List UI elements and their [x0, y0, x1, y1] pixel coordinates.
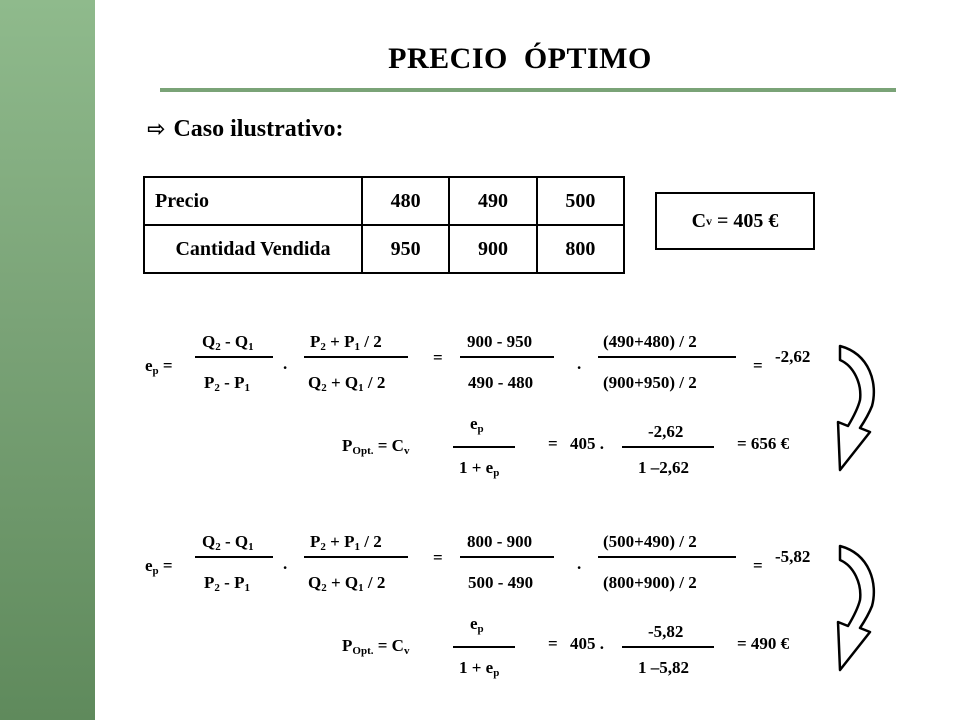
- fraction-numerator: (500+490) / 2: [603, 532, 697, 551]
- fraction-numerator: 900 - 950: [467, 332, 533, 351]
- cost-factor: 405 .: [570, 634, 604, 653]
- table-cell: 800: [537, 225, 624, 273]
- fraction-denominator: (800+900) / 2: [603, 573, 697, 592]
- fraction-numerator: $Q_2 - Q_1$: [202, 532, 254, 553]
- fraction-denominator: $1 + e_p$: [459, 658, 500, 679]
- equals-sign: =: [433, 348, 443, 367]
- fraction-denominator: $1 + e_p$: [459, 458, 500, 479]
- fraction-bar: [460, 556, 554, 558]
- cv-subscript: v: [706, 213, 713, 228]
- fraction-bar: [622, 646, 714, 648]
- fraction-numerator: $e_p$: [470, 414, 484, 435]
- fraction-numerator: -2,62: [648, 422, 684, 441]
- case-block: [0, 200, 960, 720]
- fraction-numerator: $Q_2 - Q_1$: [202, 332, 254, 353]
- equals-sign: =: [548, 434, 558, 453]
- fraction-denominator: (900+950) / 2: [603, 373, 697, 392]
- cost-factor: 405 .: [570, 434, 604, 453]
- elasticity-result: -5,82: [775, 547, 811, 566]
- page-title: PRECIO ÓPTIMO: [388, 42, 652, 75]
- table-cell: 900: [449, 225, 536, 273]
- fraction-numerator: $e_p$: [470, 614, 484, 635]
- fraction-denominator: 1 –5,82: [638, 658, 689, 677]
- fraction-bar: [598, 556, 736, 558]
- curved-arrow-icon: [830, 544, 880, 674]
- fraction-denominator: $Q_2 + Q_1 / 2$: [308, 573, 386, 594]
- optimal-price-label: $P_{Opt.} = C_v$: [342, 436, 410, 457]
- multiply-dot: .: [577, 554, 582, 573]
- cv-value: = 405 €: [717, 209, 779, 232]
- fraction-bar: [304, 556, 408, 558]
- fraction-numerator: 800 - 900: [467, 532, 533, 551]
- optimal-price-result: = 490 €: [737, 634, 790, 653]
- fraction-denominator: $Q_2 + Q_1 / 2$: [308, 373, 386, 394]
- equals-sign: =: [753, 356, 763, 375]
- elasticity-result: -2,62: [775, 347, 811, 366]
- fraction-numerator: -5,82: [648, 622, 684, 641]
- table-cell: 490: [449, 177, 536, 225]
- hollow-right-arrow-icon: ⇨: [147, 117, 166, 142]
- fraction-denominator: 500 - 490: [468, 573, 534, 592]
- fraction-denominator: 490 - 480: [468, 373, 534, 392]
- fraction-denominator: 1 –2,62: [638, 458, 689, 477]
- equals-sign: =: [753, 556, 763, 575]
- fraction-denominator: $P_2 - P_1$: [204, 373, 250, 394]
- table-cell: 480: [362, 177, 449, 225]
- fraction-bar: [453, 646, 515, 648]
- section-heading-text: Caso ilustrativo:: [173, 116, 344, 142]
- optimal-price-result: = 656 €: [737, 434, 790, 453]
- multiply-dot: .: [283, 354, 288, 373]
- fraction-numerator: (490+480) / 2: [603, 332, 697, 351]
- multiply-dot: .: [577, 354, 582, 373]
- table-cell: 500: [537, 177, 624, 225]
- ep-label: $e_p$ =: [145, 356, 173, 377]
- fraction-numerator: $P_2 + P_1 / 2$: [310, 332, 382, 353]
- fraction-bar: [195, 556, 273, 558]
- equals-sign: =: [548, 634, 558, 653]
- table-row-label: Cantidad Vendida: [144, 225, 362, 273]
- table-row-label: Precio: [144, 177, 362, 225]
- optimal-price-label: $P_{Opt.} = C_v$: [342, 636, 410, 657]
- ep-label: $e_p$ =: [145, 556, 173, 577]
- fraction-denominator: $P_2 - P_1$: [204, 573, 250, 594]
- equals-sign: =: [433, 548, 443, 567]
- fraction-numerator: $P_2 + P_1 / 2$: [310, 532, 382, 553]
- table-cell: 950: [362, 225, 449, 273]
- multiply-dot: .: [283, 554, 288, 573]
- cv-symbol: C: [691, 209, 707, 232]
